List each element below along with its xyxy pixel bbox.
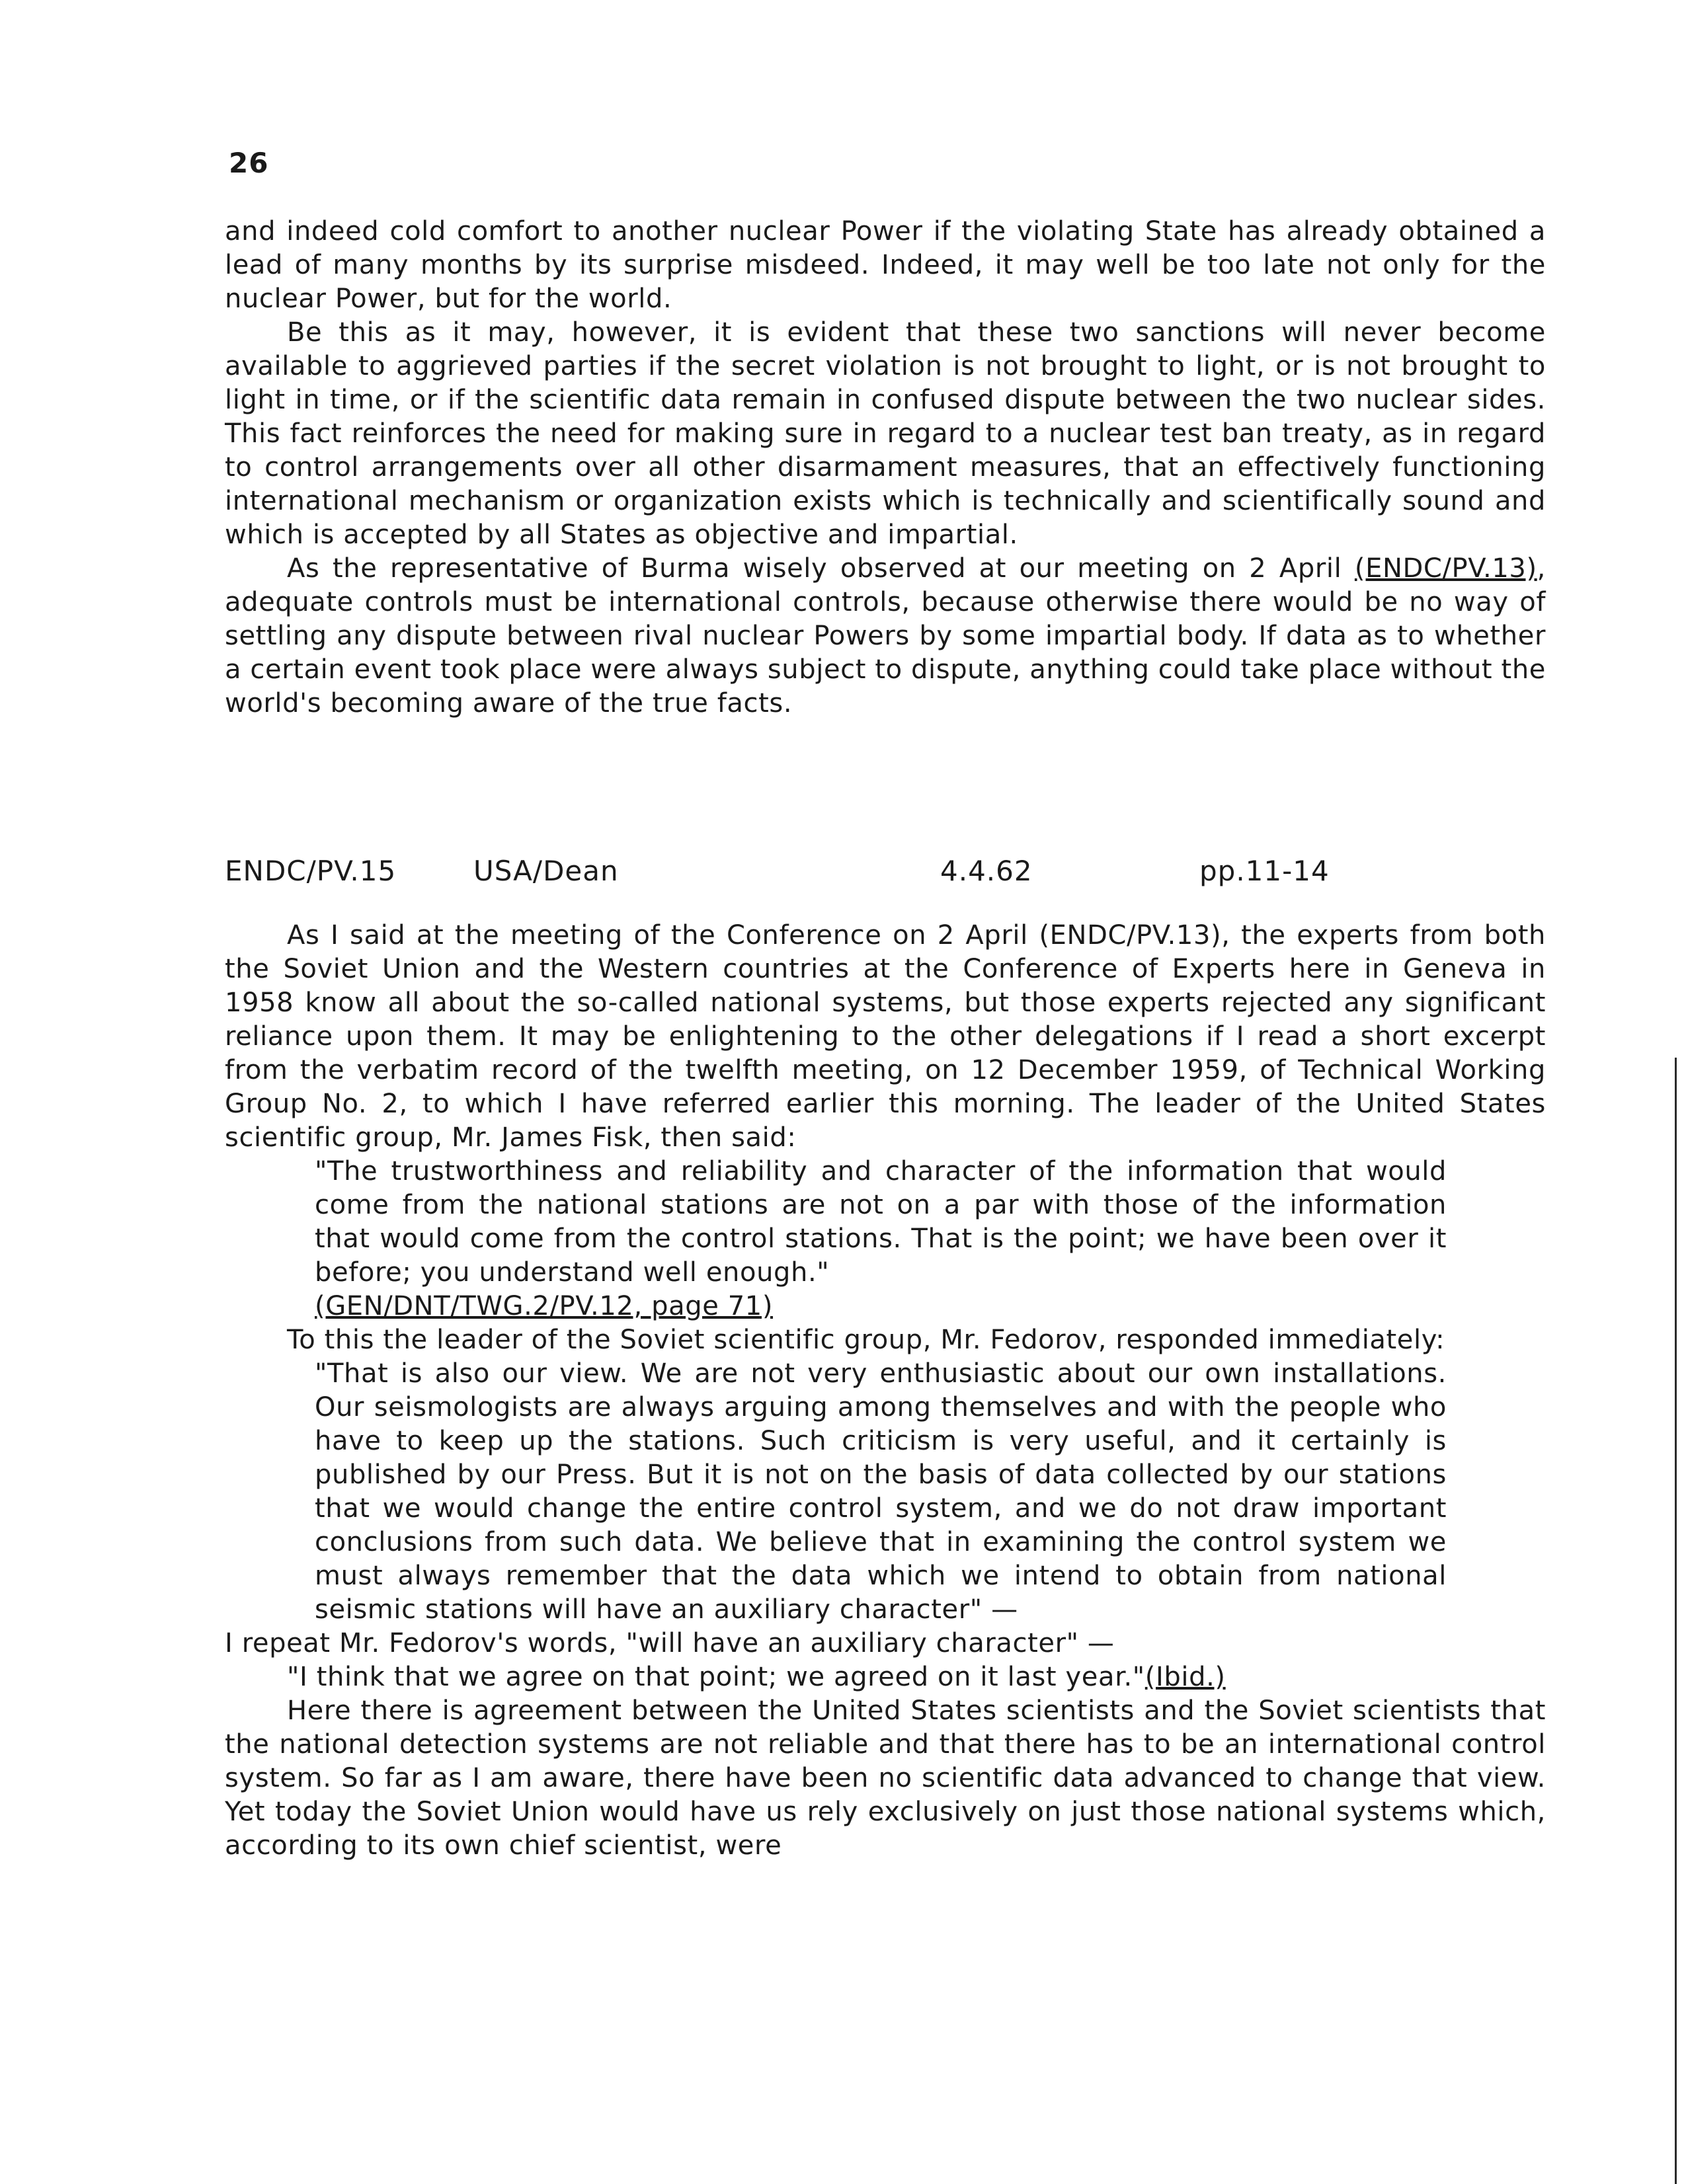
paragraph: Here there is agreement between the United States scientists and the Soviet scientists that the national detection systems are not reliable and that there has to be an international control system. So far as I am aware, there have been no scientific data advanced to change that view. Yet today the Soviet Union would have us rely exclusively on just those national systems which, according to its own chief scientist, were: [225, 1696, 1546, 1861]
entry-date: 4.4.62: [940, 855, 1033, 887]
paragraph: To this the leader of the Soviet scientific group, Mr. Fedorov, responded immediately:: [287, 1325, 1445, 1355]
paragraph: Be this as it may, however, it is evident that these two sanctions will never become available to aggrieved parties if the secret violation is not brought to light, or is not brought to light in time, or if the scientific data remain in confused dispute between the two nuclear sides. This fact reinforces the need for making sure in regard to a nuclear test ban treaty, as in regard to control arrangements over all other disarmament measures, that an effectively functioning international mechanism or organization exists which is technically and scientifically sound and which is accepted by all States as objective and impartial.: [225, 317, 1546, 550]
paragraph-text: , adequate controls must be international controls, because otherwise there would be no way of settling any dispute between rival nuclear Powers by some impartial body. If data as to whether a certain event took place were always subject to dispute, anything could take place without the world's becoming aware of the true facts.: [225, 553, 1546, 719]
page-number: 26: [229, 147, 269, 179]
text-section-top: [225, 215, 1546, 721]
paragraph: I repeat Mr. Fedorov's words, "will have an auxiliary character" —: [225, 1628, 1115, 1658]
text-section-bottom: [225, 919, 1546, 1863]
paragraph-text: As the representative of Burma wisely observed at our meeting on 2 April: [287, 553, 1342, 584]
paragraph: [225, 552, 1546, 721]
block-quote: "The trustworthiness and reliability and character of the information that would come from the national stations are not on a par with those of the information that would come from the control stations. That is the point; we have been over it before; you understand well enough.": [315, 1156, 1447, 1288]
block-quote: [225, 1660, 1546, 1694]
block-quote: "That is also our view. We are not very enthusiastic about our own installations. Our seismologists are always arguing among themselves and with the people who have to keep up the stations. Such criticism is very useful, and it certainly is published by our Press. But it is not on the basis of data collected by our stations that we would change the entire control system, and we do not draw important conclusions from such data. We believe that in examining the control system we must always remember that the data which we intend to obtain from national seismic stations will have an auxiliary character" —: [315, 1358, 1447, 1625]
page-edge-line: [1675, 1058, 1677, 2184]
paragraph: As I said at the meeting of the Conference on 2 April (ENDC/PV.13), the experts from both the Soviet Union and the Western countries at the Conference of Experts here in Geneva in 1958 know all about the so-called national systems, but those experts rejected any significant reliance upon them. It may be enlightening to the other delegations if I read a short excerpt from the verbatim record of the twelfth meeting, on 12 December 1959, of Technical Working Group No. 2, to which I have referred earlier this morning. The leader of the United States scientific group, Mr. James Fisk, then said:: [225, 920, 1546, 1153]
entry-header: [225, 851, 1546, 891]
entry-pages: pp.11-14: [1199, 855, 1330, 887]
quote-text: "I think that we agree on that point; we agreed on it last year.": [287, 1662, 1145, 1692]
document-reference: (GEN/DNT/TWG.2/PV.12, page 71): [315, 1291, 774, 1321]
document-reference: (Ibid.): [1144, 1662, 1226, 1692]
entry-reference: ENDC/PV.15: [225, 855, 397, 887]
quote-reference: [225, 1290, 1546, 1323]
document-reference: (ENDC/PV.13): [1354, 553, 1537, 584]
paragraph: and indeed cold comfort to another nuclear Power if the violating State has already obtained a lead of many months by its surprise misdeed. Indeed, it may well be too late not only for the nuclear Power, but for the world.: [225, 216, 1546, 314]
entry-speaker: USA/Dean: [473, 855, 619, 887]
